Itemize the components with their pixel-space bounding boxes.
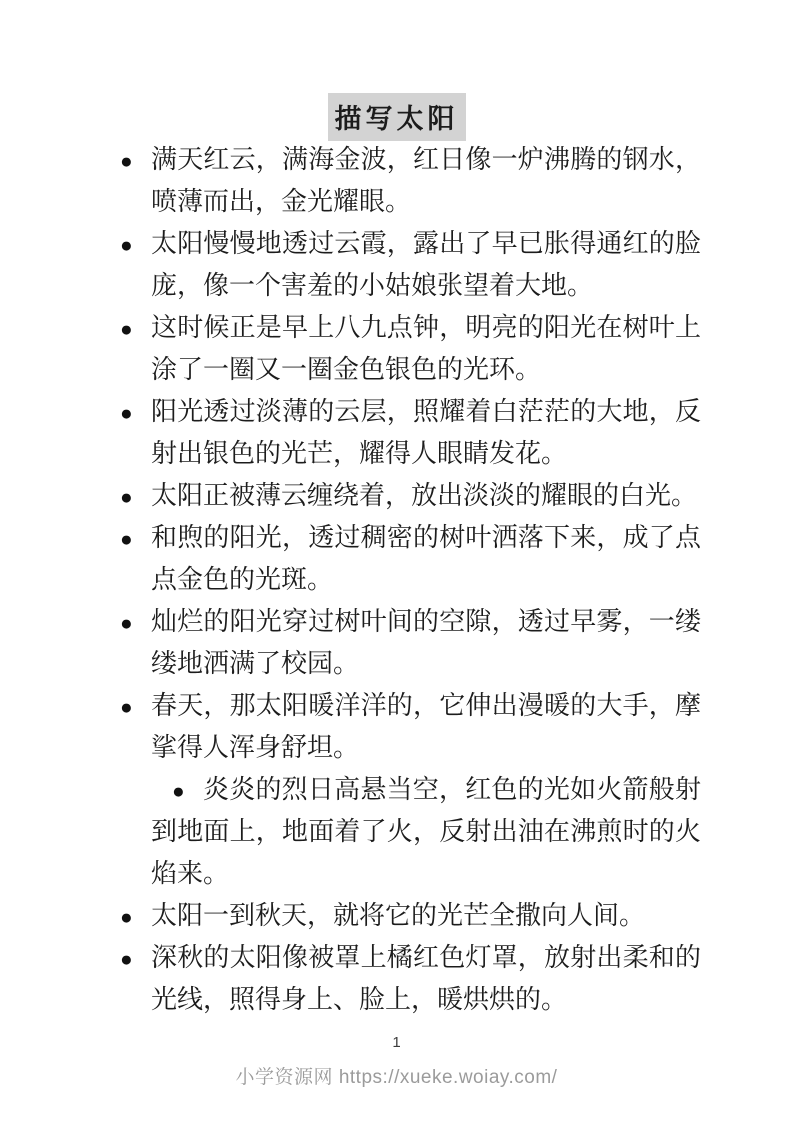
list-item bbox=[120, 475, 701, 517]
list-item bbox=[120, 937, 701, 1021]
sentence-text: 阳光透过淡薄的云层，照耀着白茫茫的大地，反射出银色的光芒，耀得人眼睛发花。 bbox=[151, 397, 701, 468]
sentence-text: 炎炎的烈日高悬当空，红色的光如火箭般射到地面上，地面着了火，反射出油在沸煎时的火焰来。 bbox=[151, 775, 701, 888]
sentence-text: 太阳正被薄云缠绕着，放出淡淡的耀眼的白光。 bbox=[151, 481, 698, 510]
bullet-icon: ● bbox=[120, 905, 133, 929]
list-item bbox=[120, 769, 701, 895]
list-item bbox=[120, 391, 701, 475]
bullet-icon: ● bbox=[120, 149, 133, 173]
page-title bbox=[0, 93, 793, 141]
bullet-icon: ● bbox=[120, 947, 133, 971]
list-item bbox=[120, 601, 701, 685]
list-item bbox=[120, 685, 701, 769]
sentence-text: 深秋的太阳像被罩上橘红色灯罩，放射出柔和的光线，照得身上、脸上，暖烘烘的。 bbox=[151, 943, 701, 1014]
sentence-text: 太阳慢慢地透过云霞，露出了早已胀得通红的脸庞，像一个害羞的小姑娘张望着大地。 bbox=[151, 229, 701, 300]
bullet-icon: ● bbox=[120, 527, 133, 551]
bullet-icon: ● bbox=[172, 779, 185, 803]
sentence-text: 这时候正是早上八九点钟，明亮的阳光在树叶上涂了一圈又一圈金色银色的光环。 bbox=[151, 313, 701, 384]
footer-watermark: 小学资源网 https://xueke.woiay.com/ bbox=[235, 1067, 558, 1088]
bullet-icon: ● bbox=[120, 485, 133, 509]
sentence-text: 满天红云，满海金波，红日像一炉沸腾的钢水，喷薄而出，金光耀眼。 bbox=[151, 145, 701, 216]
list-item bbox=[120, 895, 701, 937]
bullet-icon: ● bbox=[120, 611, 133, 635]
sentence-text: 太阳一到秋天，就将它的光芒全撒向人间。 bbox=[151, 901, 646, 930]
bullet-icon: ● bbox=[120, 695, 133, 719]
bullet-icon: ● bbox=[120, 317, 133, 341]
list-item bbox=[120, 517, 701, 601]
sentence-list bbox=[120, 139, 701, 1021]
bullet-icon: ● bbox=[120, 401, 133, 425]
page-number: 1 bbox=[392, 1034, 401, 1051]
list-item bbox=[120, 223, 701, 307]
sentence-text: 和煦的阳光，透过稠密的树叶洒落下来，成了点点金色的光斑。 bbox=[151, 523, 701, 594]
sentence-text: 春天，那太阳暖洋洋的，它伸出漫暖的大手，摩挲得人浑身舒坦。 bbox=[151, 691, 701, 762]
bullet-icon: ● bbox=[120, 233, 133, 257]
list-item bbox=[120, 139, 701, 223]
sentence-text: 灿烂的阳光穿过树叶间的空隙，透过早雾，一缕缕地洒满了校园。 bbox=[151, 607, 701, 678]
list-item bbox=[120, 307, 701, 391]
page-title-text: 描写太阳 bbox=[328, 93, 466, 141]
